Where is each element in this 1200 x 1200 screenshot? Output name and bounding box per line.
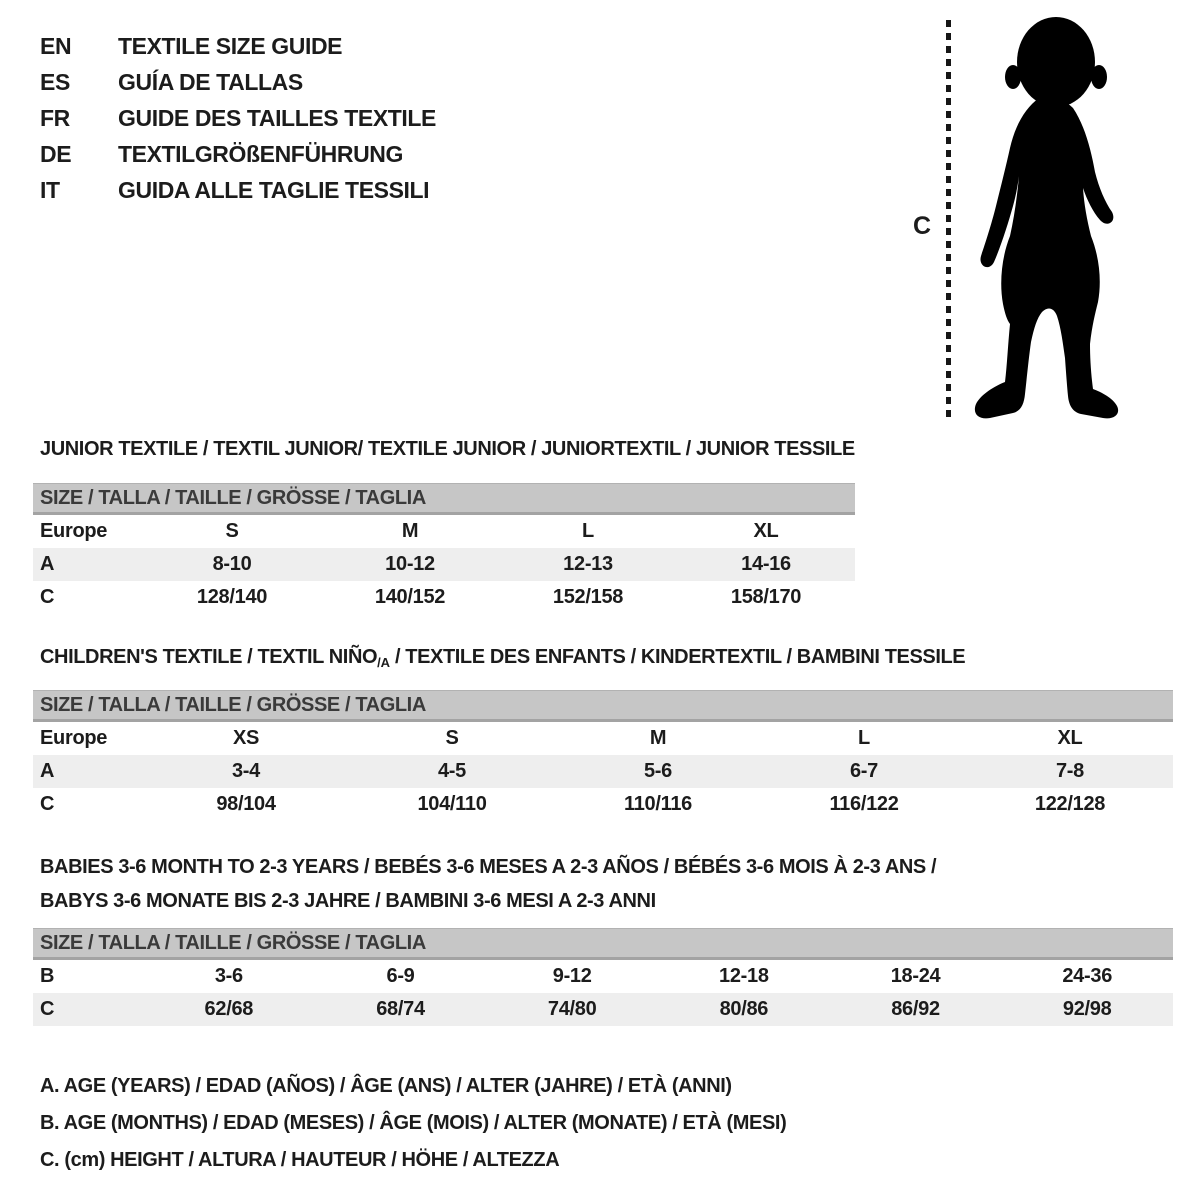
height-cell: 128/140 <box>196 586 268 608</box>
row-label: Europe <box>40 520 108 542</box>
age-cell: 6-7 <box>849 760 878 782</box>
junior-size-header: SIZE / TALLA / TAILLE / GRÖSSE / TAGLIA <box>33 483 855 515</box>
legend-age-years: A. AGE (YEARS) / EDAD (AÑOS) / ÂGE (ANS) / ALTER (JAHRE) / ETÀ (ANNI) <box>40 1075 732 1097</box>
row-label: B <box>40 965 55 987</box>
row-label: C <box>40 793 55 815</box>
language-title: TEXTILE SIZE GUIDE <box>118 32 343 59</box>
junior-age-row <box>33 548 855 581</box>
language-title: GUIDA ALLE TAGLIE TESSILI <box>118 176 430 203</box>
language-row-it <box>40 172 436 208</box>
size-cell: XL <box>1057 727 1083 749</box>
height-cell: 122/128 <box>1034 793 1106 815</box>
age-cell: 5-6 <box>643 760 672 782</box>
height-cell: 68/74 <box>376 998 425 1020</box>
size-cell: XS <box>232 727 260 749</box>
junior-europe-row <box>33 515 855 548</box>
babies-height-row <box>33 993 1173 1026</box>
language-code: FR <box>40 104 70 131</box>
language-title: GUÍA DE TALLAS <box>118 68 303 95</box>
children-size-table <box>33 690 1173 821</box>
height-cell: 140/152 <box>374 586 446 608</box>
legend-height-cm: C. (cm) HEIGHT / ALTURA / HAUTEUR / HÖHE / ALTEZZA <box>40 1149 560 1171</box>
row-label: C <box>40 586 55 608</box>
age-cell: 18-24 <box>890 965 941 987</box>
size-cell: L <box>858 727 870 749</box>
row-label: Europe <box>40 727 108 749</box>
language-title: TEXTILGRÖßENFÜHRUNG <box>118 140 403 167</box>
language-row-fr <box>40 100 436 136</box>
children-section-title <box>40 645 965 671</box>
language-code: ES <box>40 68 70 95</box>
language-row-es <box>40 64 436 100</box>
children-height-row <box>33 788 1173 821</box>
height-cell: 80/86 <box>719 998 769 1020</box>
babies-section-title <box>40 850 936 918</box>
size-cell: S <box>225 520 239 542</box>
size-cell: M <box>649 727 667 749</box>
age-cell: 12-13 <box>563 553 613 575</box>
measurement-legend <box>40 1068 786 1179</box>
age-cell: 8-10 <box>212 553 252 575</box>
size-cell: S <box>445 727 459 749</box>
language-code: IT <box>40 176 60 203</box>
language-title: GUIDE DES TAILLES TEXTILE <box>118 104 436 131</box>
junior-size-table <box>33 483 855 614</box>
height-cell: 62/68 <box>204 998 254 1020</box>
height-cell: 116/122 <box>829 793 899 815</box>
children-title-subscript: /A <box>377 655 390 670</box>
height-cell: 86/92 <box>891 998 940 1020</box>
age-cell: 10-12 <box>385 553 435 575</box>
height-dashed-line <box>946 20 951 418</box>
language-title-list <box>40 28 436 208</box>
age-cell: 3-6 <box>214 965 243 987</box>
height-cell: 98/104 <box>216 793 276 815</box>
age-cell: 4-5 <box>437 760 466 782</box>
children-age-row <box>33 755 1173 788</box>
age-cell: 3-4 <box>231 760 260 782</box>
age-cell: 6-9 <box>386 965 415 987</box>
babies-age-row <box>33 960 1173 993</box>
children-title-main: CHILDREN'S TEXTILE / TEXTIL NIÑO <box>40 646 378 668</box>
legend-age-months: B. AGE (MONTHS) / EDAD (MESES) / ÂGE (MOIS) / ALTER (MONATE) / ETÀ (MESI) <box>40 1112 787 1134</box>
age-cell: 14-16 <box>741 553 791 575</box>
junior-height-row <box>33 581 855 614</box>
language-code: EN <box>40 32 72 59</box>
language-row-en <box>40 28 436 64</box>
row-label: A <box>40 760 55 782</box>
babies-title-line1: BABIES 3-6 MONTH TO 2-3 YEARS / BEBÉS 3-6 MESES A 2-3 AÑOS / BÉBÉS 3-6 MOIS À 2-3 ANS / <box>40 856 937 878</box>
row-label: A <box>40 553 55 575</box>
age-cell: 12-18 <box>719 965 769 987</box>
babies-size-header: SIZE / TALLA / TAILLE / GRÖSSE / TAGLIA <box>33 928 1173 960</box>
height-cell: 74/80 <box>547 998 597 1020</box>
toddler-silhouette-icon <box>963 14 1163 424</box>
language-row-de <box>40 136 436 172</box>
size-cell: XL <box>753 520 779 542</box>
language-code: DE <box>40 140 72 167</box>
junior-section-title: JUNIOR TEXTILE / TEXTIL JUNIOR/ TEXTILE JUNIOR / JUNIORTEXTIL / JUNIOR TESSILE <box>40 438 855 460</box>
age-cell: 7-8 <box>1055 760 1084 782</box>
row-label: C <box>40 998 55 1020</box>
babies-title-line2: BABYS 3-6 MONATE BIS 2-3 JAHRE / BAMBINI 3-6 MESI A 2-3 ANNI <box>40 890 656 912</box>
height-cell: 104/110 <box>417 793 487 815</box>
height-cell: 92/98 <box>1062 998 1112 1020</box>
size-cell: L <box>582 520 594 542</box>
size-cell: M <box>401 520 419 542</box>
children-title-rest: / TEXTILE DES ENFANTS / KINDERTEXTIL / BAMBINI TESSILE <box>389 646 966 668</box>
height-cell: 152/158 <box>552 586 624 608</box>
age-cell: 9-12 <box>552 965 592 987</box>
height-measure-label: C <box>913 212 932 240</box>
children-europe-row <box>33 722 1173 755</box>
children-size-header: SIZE / TALLA / TAILLE / GRÖSSE / TAGLIA <box>33 690 1173 722</box>
babies-size-table <box>33 928 1173 1026</box>
height-cell: 158/170 <box>730 586 802 608</box>
height-cell: 110/116 <box>624 793 692 815</box>
age-cell: 24-36 <box>1062 965 1113 987</box>
